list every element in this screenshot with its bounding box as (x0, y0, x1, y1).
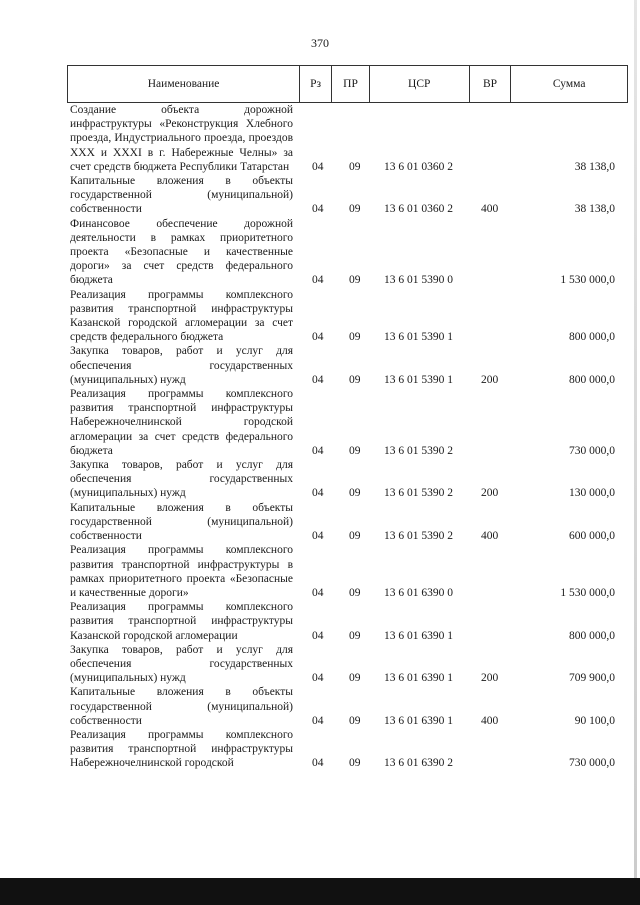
row-pr: 09 (349, 714, 361, 727)
row-rz: 04 (312, 160, 324, 173)
row-sum: 1 530 000,0 (560, 274, 615, 287)
scan-bottom-bar (0, 878, 640, 905)
row-name: Закупка товаров, работ и услуг для обеспечения государственных (муниципальных) нужд (70, 459, 293, 500)
table-row (70, 344, 615, 387)
table-row (70, 174, 615, 217)
row-csr: 13 6 01 5390 2 (384, 487, 453, 500)
table-row (70, 103, 615, 174)
row-rz: 04 (312, 331, 324, 344)
page-number: 370 (311, 36, 329, 50)
row-rz: 04 (312, 444, 324, 457)
header-sum: Сумма (552, 78, 586, 90)
row-pr: 09 (349, 160, 361, 173)
header-name: Наименование (68, 66, 300, 102)
row-sum: 38 138,0 (574, 203, 615, 216)
row-name: Реализация программы комплексного развития транспортной инфраструктуры Набережночелнинской городской (70, 728, 293, 770)
row-pr: 09 (349, 672, 361, 685)
row-pr: 09 (349, 373, 361, 386)
row-name: Создание объекта дорожной инфраструктуры «Реконструкция Хлебного проезда, Индустриального проезда, проездов XXX и XXXI в г. Набережные Челны» за счет средств бюджета Республики Татарстан (70, 104, 293, 173)
row-sum: 800 000,0 (569, 629, 615, 642)
header-rz: Рз (300, 66, 332, 102)
scan-edge (634, 0, 637, 878)
row-name: Капитальные вложения в объекты государственной (муниципальной) собственности (70, 501, 293, 543)
header-pr: ПР (332, 66, 370, 102)
header-csr: ЦСР (370, 66, 470, 102)
header-vr: ВР (470, 66, 512, 102)
row-sum: 600 000,0 (569, 530, 615, 543)
row-name: Финансовое обеспечение дорожной деятельности в рамках приоритетного проекта «Безопасные и качественные дороги» за счет средств федерального бюджета (70, 217, 293, 287)
row-csr: 13 6 01 6390 2 (384, 757, 453, 770)
row-csr: 13 6 01 0360 2 (384, 203, 453, 216)
row-pr: 09 (349, 487, 361, 500)
table-row (70, 643, 615, 686)
row-csr: 13 6 01 5390 2 (384, 444, 453, 457)
table-row (70, 288, 615, 345)
row-rz: 04 (312, 203, 324, 216)
table-row (70, 501, 615, 544)
row-vr: 200 (481, 672, 499, 685)
row-csr: 13 6 01 6390 0 (384, 586, 453, 599)
row-csr: 13 6 01 6390 1 (384, 672, 453, 685)
row-csr: 13 6 01 6390 1 (384, 714, 453, 727)
row-name: Капитальные вложения в объекты государственной (муниципальной) собственности (70, 686, 293, 727)
row-sum: 130 000,0 (569, 487, 615, 500)
row-pr: 09 (349, 629, 361, 642)
row-rz: 04 (312, 714, 324, 727)
row-name: Реализация программы комплексного развития транспортной инфраструктуры Казанской городской агломерации за счет средств федерального бюджета (70, 288, 293, 344)
row-csr: 13 6 01 0360 2 (384, 160, 453, 173)
row-rz: 04 (312, 530, 324, 543)
row-pr: 09 (349, 331, 361, 344)
table-body (70, 103, 615, 771)
row-vr: 400 (481, 203, 499, 216)
row-rz: 04 (312, 586, 324, 599)
row-csr: 13 6 01 6390 1 (384, 629, 453, 642)
row-csr: 13 6 01 5390 2 (384, 530, 453, 543)
row-pr: 09 (349, 530, 361, 543)
row-rz: 04 (312, 629, 324, 642)
row-sum: 730 000,0 (569, 444, 615, 457)
row-pr: 09 (349, 203, 361, 216)
row-vr: 400 (481, 714, 499, 727)
row-rz: 04 (312, 274, 324, 287)
row-name: Реализация программы комплексного развития транспортной инфраструктуры в рамках приоритетного проекта «Безопасные и качественные дороги» (70, 544, 293, 599)
row-sum: 38 138,0 (574, 160, 615, 173)
table-header (67, 65, 628, 103)
row-sum: 1 530 000,0 (560, 586, 615, 599)
row-rz: 04 (312, 672, 324, 685)
table-row (70, 600, 615, 643)
row-vr: 200 (481, 487, 499, 500)
row-sum: 709 900,0 (569, 672, 615, 685)
row-sum: 730 000,0 (569, 757, 615, 770)
row-pr: 09 (349, 586, 361, 599)
table-row (70, 543, 615, 600)
row-pr: 09 (349, 444, 361, 457)
table-row (70, 387, 615, 458)
row-name: Капитальные вложения в объекты государственной (муниципальной) собственности (70, 175, 293, 216)
row-vr: 400 (481, 530, 499, 543)
row-rz: 04 (312, 373, 324, 386)
row-name: Реализация программы комплексного развития транспортной инфраструктуры Набережночелнинской городской агломерации за счет средств федерального бюджета (70, 388, 293, 457)
table-row (70, 685, 615, 728)
table-row (70, 728, 615, 771)
row-csr: 13 6 01 5390 0 (384, 274, 453, 287)
row-sum: 800 000,0 (569, 331, 615, 344)
row-rz: 04 (312, 757, 324, 770)
row-pr: 09 (349, 274, 361, 287)
row-pr: 09 (349, 757, 361, 770)
table-row (70, 217, 615, 288)
row-csr: 13 6 01 5390 1 (384, 373, 453, 386)
row-name: Закупка товаров, работ и услуг для обеспечения государственных (муниципальных) нужд (70, 345, 293, 386)
row-csr: 13 6 01 5390 1 (384, 331, 453, 344)
row-name: Реализация программы комплексного развития транспортной инфраструктуры Казанской городской агломерации (70, 601, 293, 642)
row-name: Закупка товаров, работ и услуг для обеспечения государственных (муниципальных) нужд (70, 643, 293, 685)
row-vr: 200 (481, 373, 499, 386)
row-rz: 04 (312, 487, 324, 500)
table-row (70, 458, 615, 501)
row-sum: 90 100,0 (574, 714, 615, 727)
row-sum: 800 000,0 (569, 373, 615, 386)
